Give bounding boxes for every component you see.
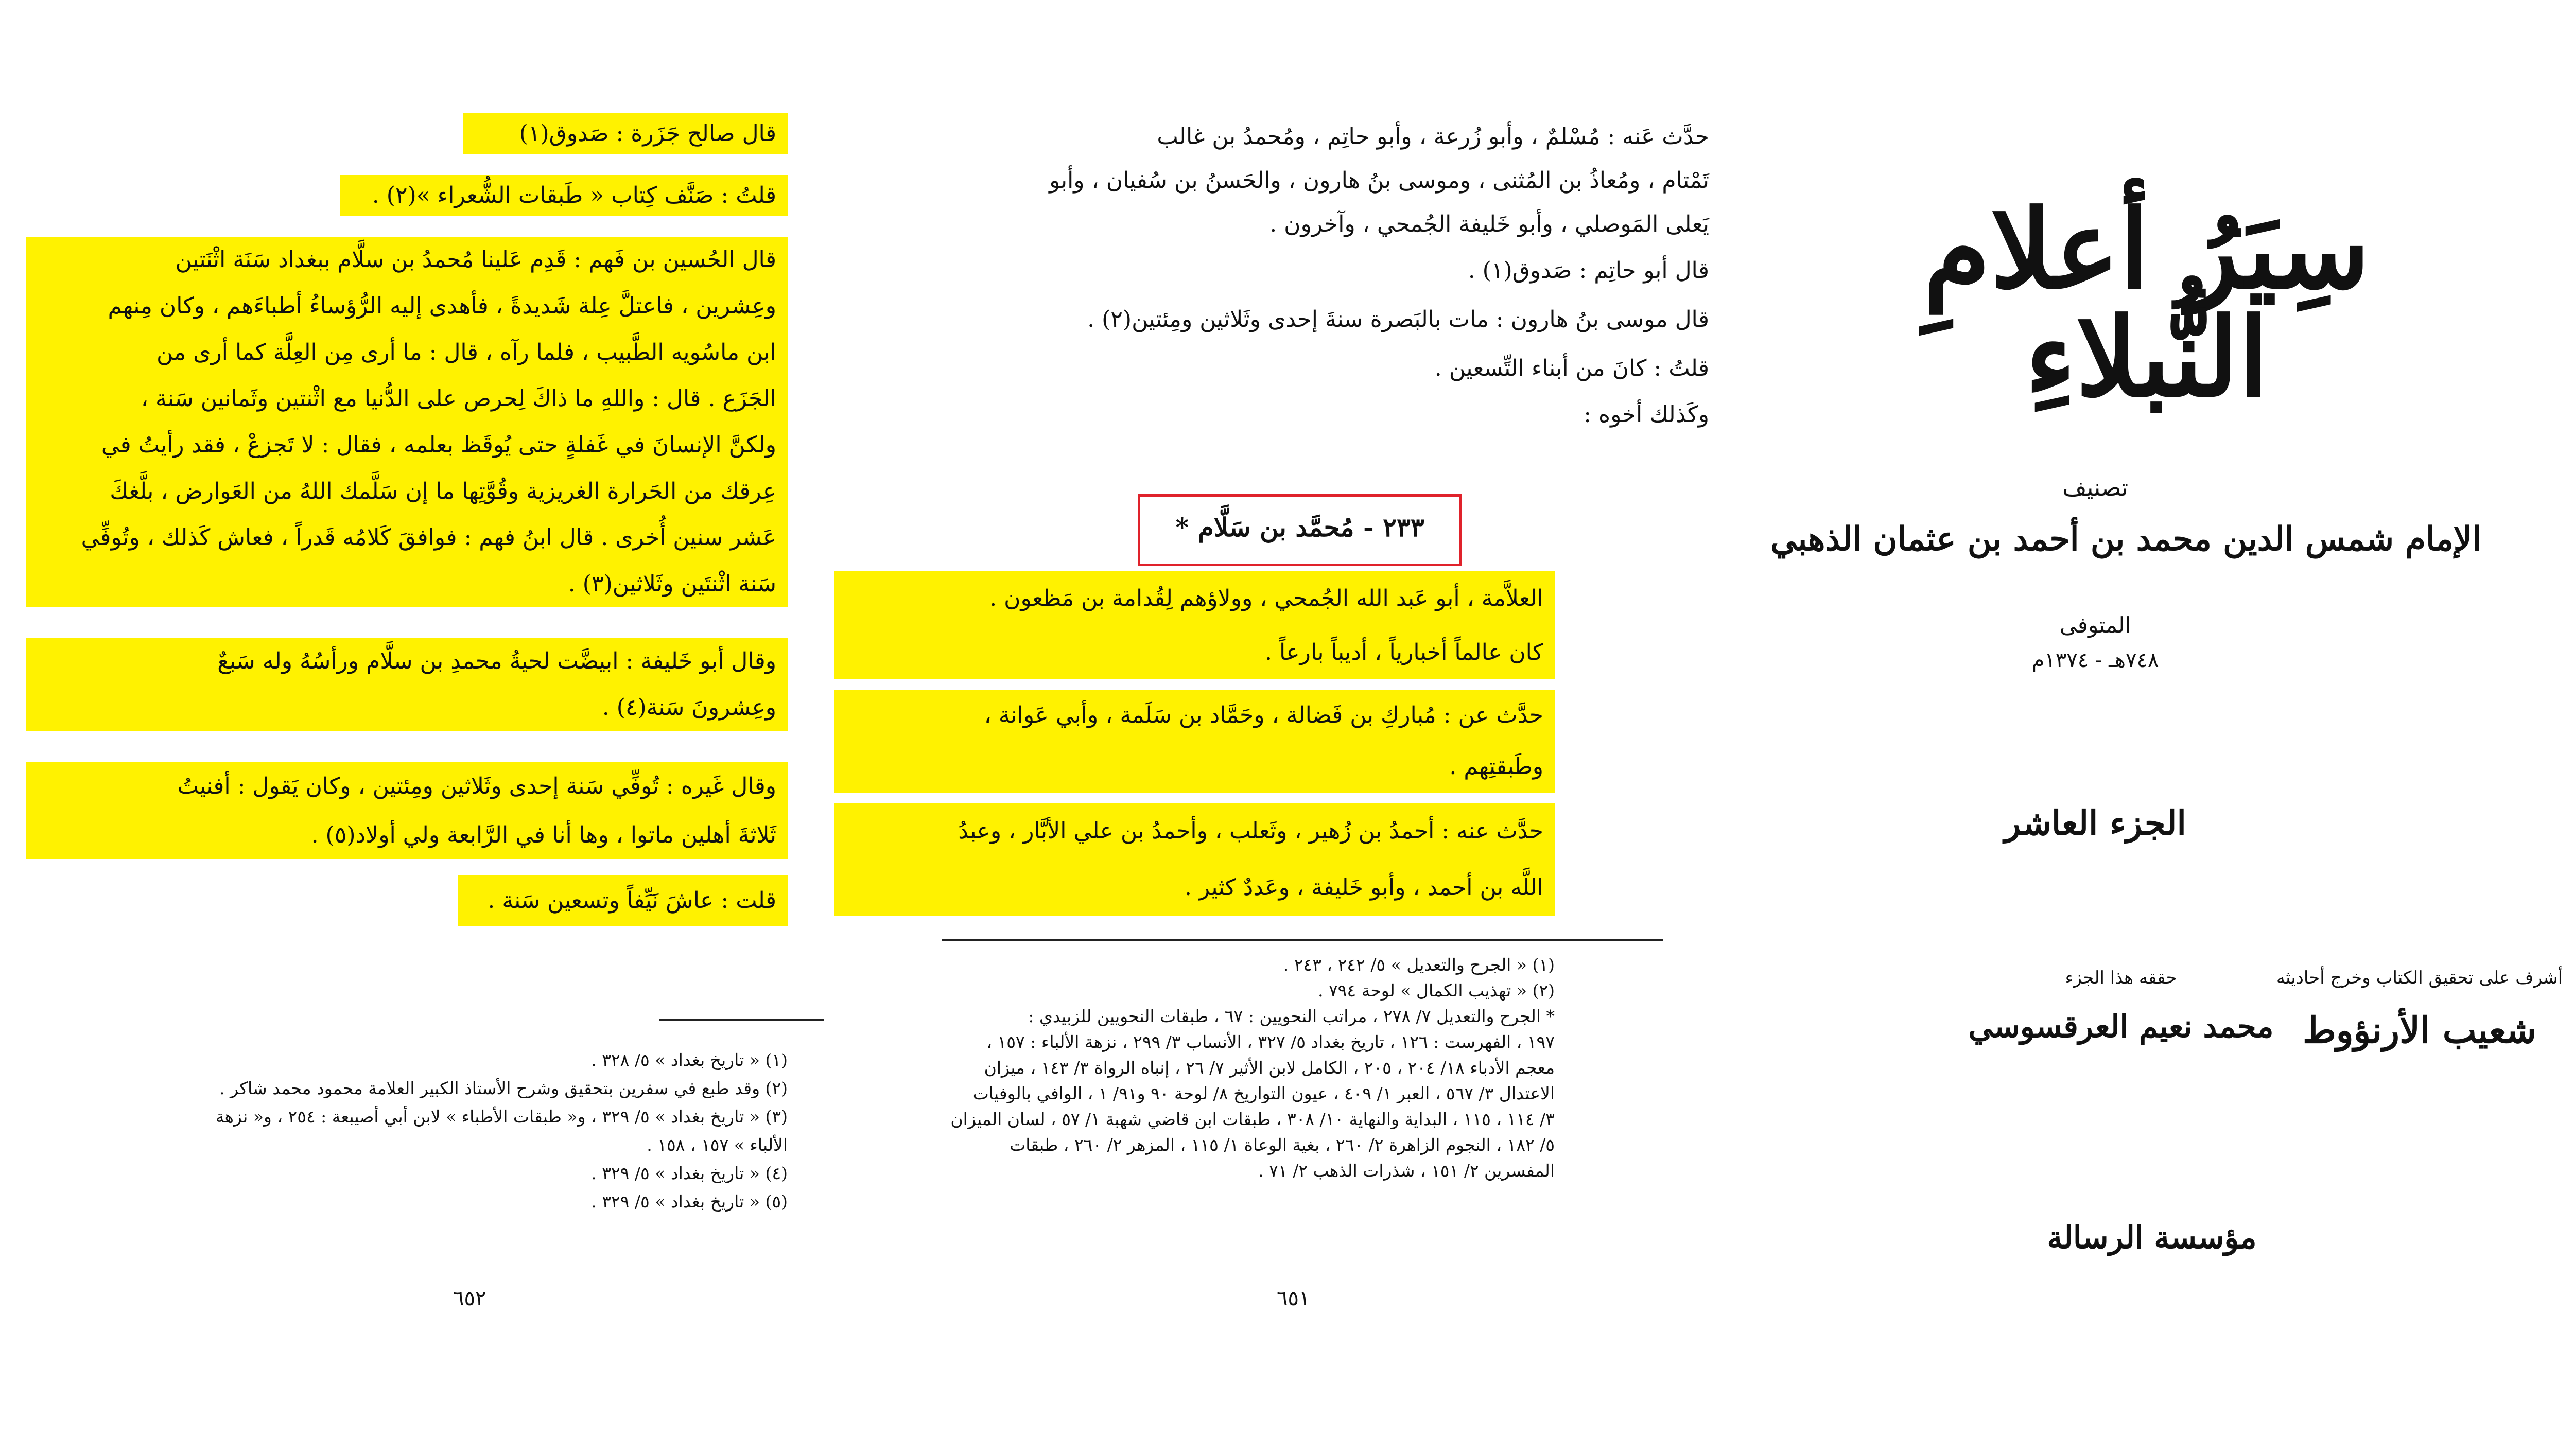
footnote: (١) « الجرح والتعديل » ٥/ ٢٤٢ ، ٢٤٣ . [1283, 955, 1555, 975]
highlight-block [463, 113, 788, 154]
text-line: ثَلاثةَ أهلين ماتوا ، وها أنا في الرَّابعة ولي أولاد(٥) . [311, 822, 776, 848]
footnote-separator [659, 1019, 824, 1021]
text-line: قلتُ : كانَ من أبناء التِّسعين . [1434, 355, 1709, 381]
highlight-block [26, 237, 788, 607]
editor-caption: حققه هذا الجزء [2065, 968, 2177, 988]
footnote: المفسرين ٢/ ١٥١ ، شذرات الذهب ٢/ ٧١ . [1258, 1161, 1555, 1181]
text-line: وقال غَيره : تُوفِّي سَنة إحدى وثَلاثين ومِئتين ، وكان يَقول : أفنيتُ [177, 773, 776, 799]
text-line: وطَبقتِهم . [1449, 753, 1543, 780]
text-line: حدَّث عَنه : مُسْلمٌ ، وأبو زُرعة ، وأبو حاتِم ، ومُحمدُ بن غالب [1157, 124, 1709, 150]
text-line: سَنة اثْنتَين وثَلاثين(٣) . [568, 571, 776, 597]
text-line: وعِشرين ، فاعتلَّ عِلة شَديدةً ، فأهدى إليه الرُّؤساءُ أطباءَهم ، وكان مِنهم [108, 293, 776, 319]
text-line: وقال أبو خَليفة : ابيضَّت لحيةُ محمدِ بن سلَّام ورأسُهُ وله سَبعٌ [217, 648, 776, 674]
highlight-block [834, 571, 1555, 679]
footnote: (٢) « تهذيب الكمال » لوحة ٧٩٤ . [1317, 980, 1555, 1001]
footnote: (٢) وقد طبع في سفرين بتحقيق وشرح الأستاذ الكبير العلامة محمود محمد شاكر . [219, 1078, 788, 1098]
footnote: (١) « تاريخ بغداد » ٥/ ٣٢٨ . [591, 1050, 788, 1070]
died-label: المتوفى [2059, 612, 2131, 638]
supervisor-name: شعيب الأرنؤوط [2302, 1009, 2536, 1051]
footnote: (٤) « تاريخ بغداد » ٥/ ٣٢٩ . [591, 1163, 788, 1183]
highlight-block [26, 762, 788, 859]
footnote: ١٩٧ ، الفهرست : ١٢٦ ، تاريخ بغداد ٥/ ٣٢٧ ، الأنساب ٣/ ٢٩٩ ، نزهة الألباء : ١٥٧ ، [986, 1032, 1555, 1052]
text-line: تَمْتام ، ومُعاذُ بن المُثنى ، وموسى بنُ هارون ، والحَسنُ بن سُفيان ، وأبو [1049, 167, 1709, 194]
footnote: (٣) « تاريخ بغداد » ٥/ ٣٢٩ ، و« طبقات الأطباء » لابن أبي أصيبعة : ٢٥٤ ، و« نزهة [215, 1107, 788, 1127]
text-line: عِرقك من الحَرارة الغريزية وقُوَّتِها ما إن سَلَّمك اللهُ من العَوارض ، بلَّغكَ [110, 478, 776, 504]
highlight-block [834, 803, 1555, 916]
highlight-block [458, 875, 788, 926]
text-line: العلاَّمة ، أبو عَبد الله الجُمحي ، وولاؤهم لِقُدامة بن مَظعون . [989, 585, 1543, 611]
text-line: قال أبو حاتِم : صَدوق(١) . [1468, 257, 1709, 284]
text-line: قلت : عاشَ نَيِّفاً وتسعين سَنة . [488, 887, 776, 914]
page-652 [0, 0, 921, 1456]
footnote: (٥) « تاريخ بغداد » ٥/ ٣٢٩ . [591, 1191, 788, 1212]
footnote: الاعتدال ٣/ ٥٦٧ ، العبر ١/ ٤٠٩ ، عيون التواريخ ٨/ لوحة ٩٠ و٩١/ ١ ، الوافي بالوفيات [972, 1083, 1555, 1103]
text-line: حدَّث عنه : أحمدُ بن زُهير ، وثَعلب ، وأحمدُ بن علي الأبَّار ، وعبدُ [958, 818, 1543, 844]
text-line: عَشر سنين أُخرى . قال ابنُ فهم : فوافقَ كَلامُه قَدراً ، فعاش كَذلك ، وتُوفِّي [81, 524, 776, 551]
volume-label: الجزء العاشر [2004, 803, 2186, 843]
text-line: وكَذلك أخوه : [1584, 401, 1709, 428]
text-line: قلتُ : صَنَّف كِتاب « طَبقات الشُّعراء »(٢) . [372, 182, 776, 208]
highlight-block [834, 690, 1555, 793]
footnote: ٥/ ١٨٢ ، النجوم الزاهرة ٢/ ٢٦٠ ، بغية الوعاة ١/ ١١٥ ، المزهر ٢/ ٢٦٠ ، طبقات [1010, 1135, 1555, 1155]
book-title: سِيَرُ أعلامِ النُّبلاءِ [1923, 186, 2370, 421]
highlight-block [340, 175, 788, 216]
footnote-separator [942, 939, 1663, 941]
author-label: تصنيف [2062, 473, 2129, 501]
death-dates: ٧٤٨هـ - ١٣٧٤م [2031, 648, 2159, 672]
text-line: قال الحُسين بن فَهم : قَدِم عَلينا مُحمدُ بن سلَّام ببغداد سَنَة اثْنَتين [175, 247, 776, 273]
text-line: ولكنَّ الإنسانَ في غَفلةٍ حتى يُوقَظ بعلمه ، فقال : لا تَجزعْ ، فقد رأيتُ في [101, 432, 776, 458]
text-line: ابن ماسُويه الطَّبيب ، فلما رآه ، قال : ما أرى مِن العِلَّة كما أرى من [156, 339, 776, 365]
publisher-name: مؤسسة الرسالة [2047, 1220, 2257, 1256]
text-line: يَعلى المَوصلي ، وأبو خَليفة الجُمحي ، وآخرون . [1269, 211, 1709, 237]
author-name: الإمام شمس الدين محمد بن أحمد بن عثمان الذهبي [1770, 520, 2481, 558]
editor-name: محمد نعيم العرقسوسي [1968, 1009, 2274, 1045]
footnote: معجم الأدباء ١٨/ ٢٠٤ ، ٢٠٥ ، الكامل لابن الأثير ٧/ ٢٦ ، إنباه الرواة ٣/ ١٤٣ ، ميزان [984, 1058, 1555, 1078]
text-line: قال صالح جَزَرة : صَدوق(١) [519, 120, 776, 147]
text-line: قال موسى بنُ هارون : مات بالبَصرة سنةَ إحدى وثَلاثين ومِئتين(٢) . [1087, 306, 1709, 332]
page-651 [921, 0, 1802, 1456]
text-line: وعِشرونَ سَنة(٤) . [602, 694, 776, 721]
text-line: كان عالماً أخبارياً ، أديباً بارعاً . [1265, 639, 1543, 665]
footnote: ٣/ ١١٤ ، ١١٥ ، البداية والنهاية ١٠/ ٣٠٨ ، طبقات ابن قاضي شهبة ١/ ٥٧ ، لسان الميزان [950, 1109, 1555, 1129]
highlight-block [26, 638, 788, 731]
text-line: حدَّث عن : مُباركِ بن فَضالة ، وحَمَّاد بن سَلَمة ، وأبي عَوانة ، [984, 702, 1543, 728]
footnote: * الجرح والتعديل ٧/ ٢٧٨ ، مراتب النحويين : ٦٧ ، طبقات النحويين للزبيدي : [1028, 1006, 1555, 1026]
page-number: ٦٥٢ [453, 1287, 486, 1310]
biography-heading: ٢٣٣ - مُحمَّد بن سَلَّام * [1138, 494, 1462, 566]
text-line: الجَزَع . قال : واللهِ ما ذاكَ لِحرص على الدُّنيا مع اثْنتين وثَمانين سَنة ، [141, 385, 776, 412]
page-number: ٦٥١ [1277, 1287, 1310, 1310]
supervisor-caption: أشرف على تحقيق الكتاب وخرج أحاديثه [2276, 968, 2563, 988]
footnote: الألباء » ١٥٧ ، ١٥٨ . [647, 1135, 788, 1155]
text-line: اللَّه بن أحمد ، وأبو خَليفة ، وعَددٌ كثير . [1184, 874, 1543, 901]
title-page [1770, 0, 2574, 1456]
